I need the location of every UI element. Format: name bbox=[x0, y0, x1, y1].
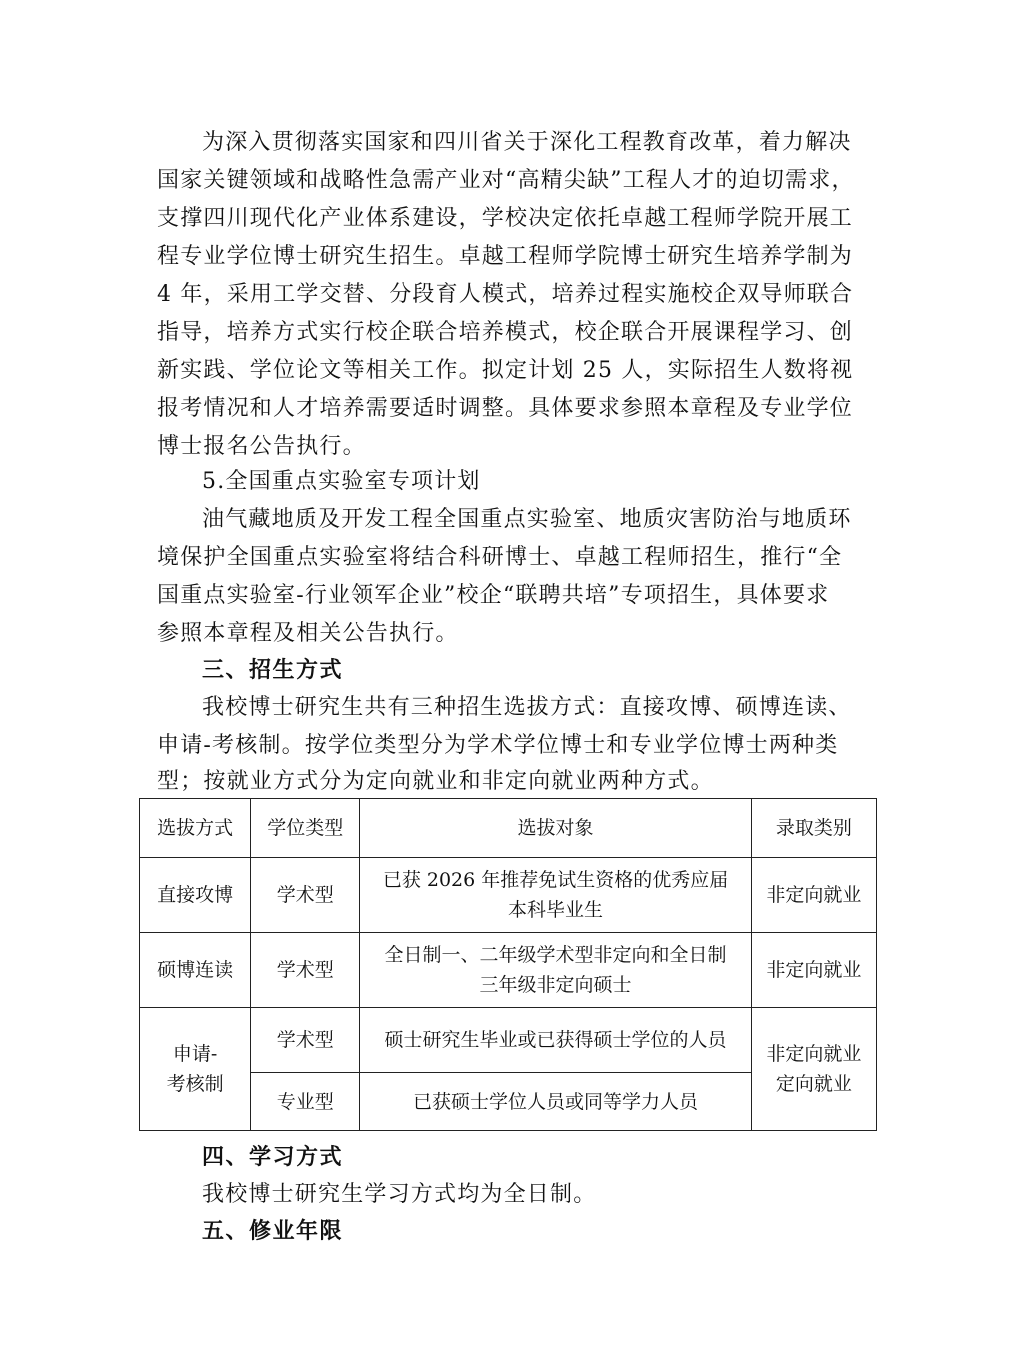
table-row bbox=[140, 858, 877, 933]
table-header-cell: 录取类别 bbox=[751, 799, 876, 858]
table-header-cell: 学位类型 bbox=[251, 799, 360, 858]
table-cell-category: 非定向就业 bbox=[751, 858, 876, 933]
cell-text-line: 三年级非定向硕士 bbox=[479, 974, 632, 996]
table-cell-method: 直接攻博 bbox=[140, 858, 251, 933]
cell-text-line: 考核制 bbox=[166, 1073, 224, 1095]
cell-text-line: 定向就业 bbox=[775, 1073, 852, 1095]
table-cell-degree: 学术型 bbox=[251, 858, 360, 933]
paragraph-line: 参照本章程及相关公告执行。 bbox=[157, 621, 459, 646]
table-cell-category bbox=[751, 1008, 876, 1131]
paragraph-line: 油气藏地质及开发工程全国重点实验室、地质灾害防治与地质环 bbox=[202, 507, 852, 532]
table-row bbox=[140, 1008, 877, 1073]
table-cell-target: 已获硕士学位人员或同等学力人员 bbox=[360, 1073, 752, 1131]
cell-text-line: 已获 2026 年推荐免试生资格的优秀应届 bbox=[382, 869, 729, 891]
section-heading: 四、学习方式 bbox=[202, 1145, 344, 1170]
paragraph-line: 报考情况和人才培养需要适时调整。具体要求参照本章程及专业学位 bbox=[157, 396, 854, 421]
paragraph-line: 型；按就业方式分为定向就业和非定向就业两种方式。 bbox=[157, 769, 714, 794]
paragraph-line: 指导，培养方式实行校企联合培养模式，校企联合开展课程学习、创 bbox=[157, 320, 854, 345]
paragraph-line: 4 年，采用工学交替、分段育人模式，培养过程实施校企双导师联合 bbox=[157, 282, 854, 307]
table-header-cell: 选拔对象 bbox=[360, 799, 752, 858]
table-cell-degree: 学术型 bbox=[251, 1008, 360, 1073]
table-cell-method bbox=[140, 1008, 251, 1131]
paragraph-line: 程专业学位博士研究生招生。卓越工程师学院博士研究生培养学制为 bbox=[157, 244, 854, 269]
paragraph-line: 为深入贯彻落实国家和四川省关于深化工程教育改革，着力解决 bbox=[202, 130, 852, 155]
table-cell-target: 硕士研究生毕业或已获得硕士学位的人员 bbox=[360, 1008, 752, 1073]
paragraph-line: 国家关键领域和战略性急需产业对“高精尖缺”工程人才的迫切需求， bbox=[157, 168, 855, 193]
paragraph-line: 境保护全国重点实验室将结合科研博士、卓越工程师招生，推行“全 bbox=[157, 545, 843, 570]
section-heading: 五、修业年限 bbox=[202, 1219, 344, 1244]
table-cell-target bbox=[360, 858, 752, 933]
cell-text-line: 全日制一、二年级学术型非定向和全日制 bbox=[384, 944, 727, 966]
paragraph-line: 国重点实验室-行业领军企业”校企“联聘共培”专项招生，具体要求 bbox=[157, 583, 830, 608]
table-cell-method: 硕博连读 bbox=[140, 933, 251, 1008]
cell-text-line: 非定向就业 bbox=[766, 1043, 862, 1065]
paragraph-line: 我校博士研究生学习方式均为全日制。 bbox=[202, 1182, 597, 1207]
paragraph-line: 博士报名公告执行。 bbox=[157, 434, 366, 459]
table-header-cell: 选拔方式 bbox=[140, 799, 251, 858]
table-cell-target bbox=[360, 933, 752, 1008]
paragraph-line: 新实践、学位论文等相关工作。拟定计划 25 人，实际招生人数将视 bbox=[157, 358, 854, 383]
cell-text-line: 申请- bbox=[172, 1043, 218, 1065]
table-cell-category: 非定向就业 bbox=[751, 933, 876, 1008]
table-header-row bbox=[140, 799, 877, 858]
table-cell-degree: 学术型 bbox=[251, 933, 360, 1008]
cell-text-line: 本科毕业生 bbox=[508, 899, 604, 921]
section-subtitle: 5.全国重点实验室专项计划 bbox=[202, 469, 481, 494]
paragraph-line: 支撑四川现代化产业体系建设，学校决定依托卓越工程师学院开展工 bbox=[157, 206, 854, 231]
paragraph-line: 申请-考核制。按学位类型分为学术学位博士和专业学位博士两种类 bbox=[157, 733, 839, 758]
paragraph-line: 我校博士研究生共有三种招生选拔方式：直接攻博、硕博连读、 bbox=[202, 695, 852, 720]
admission-methods-table bbox=[139, 798, 877, 1131]
section-heading: 三、招生方式 bbox=[202, 658, 344, 683]
table-cell-degree: 专业型 bbox=[251, 1073, 360, 1131]
table-row bbox=[140, 933, 877, 1008]
